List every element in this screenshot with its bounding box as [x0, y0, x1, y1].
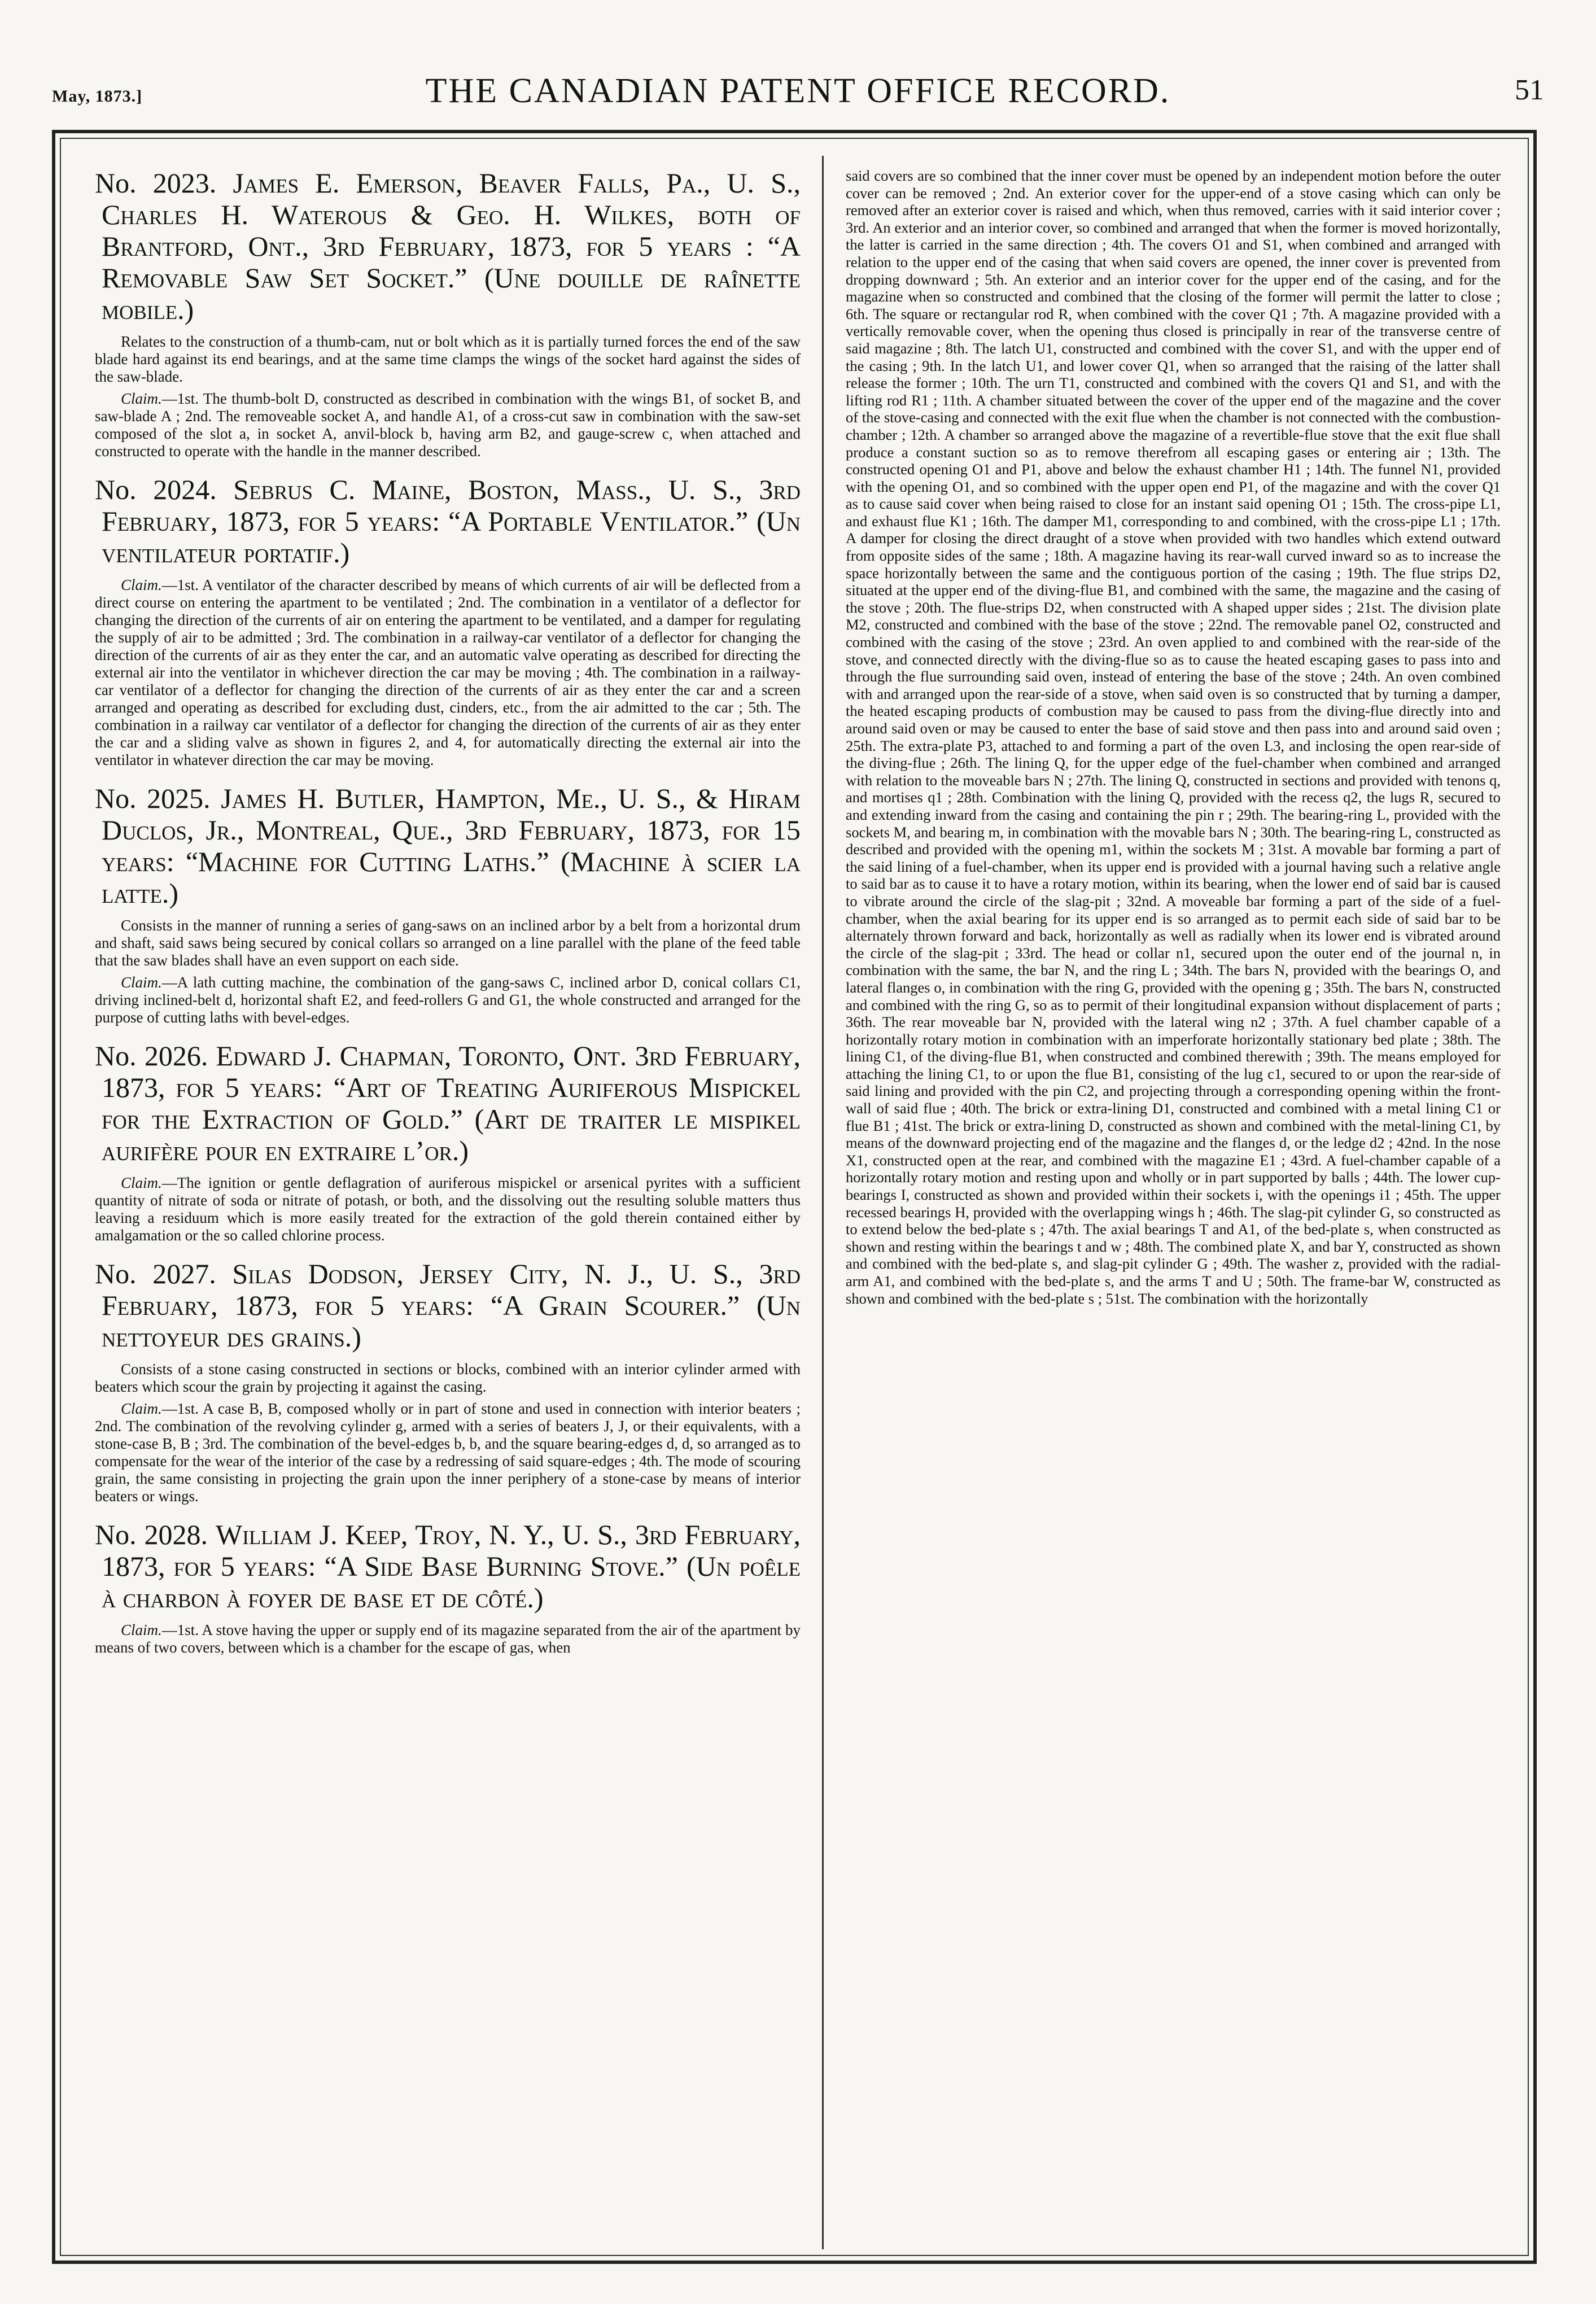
patent-names: Edward J. Chapman, Toronto, Ont. 3rd February, 1873, for 5 years: “Art of Treating Auriferous Mispickel for the Extraction of Gold.” (Art de traiter le mispikel aurifère pour en extraire l’or.) — [102, 1040, 801, 1166]
claim-text: —The ignition or gentle deflagration of auriferous mispickel or arsenical pyrites with a sufficient quantity of nitrate of soda or nitrate of potash, or both, and the dissolving out the resulting soluble matters thus leaving a residuum which is more easily treated for the extraction of the gold therein contained either by amalgamation or the so called chlorine process. — [95, 1174, 801, 1244]
patent-summary: Consists of a stone casing constructed in sections or blocks, combined with an interior cylinder armed with beaters which scour the grain by projecting it against the casing. — [95, 1361, 801, 1395]
patent-names: James E. Emerson, Beaver Falls, Pa., U. S., Charles H. Waterous & Geo. H. Wilkes, both of Brantford, Ont., 3rd February, 1873, for 5 years : “A Removable Saw Set Socket.” (Une douille de raînette mobile.) — [102, 167, 801, 325]
patent-number: No. 2026. — [95, 1040, 208, 1072]
patent-heading — [95, 1519, 801, 1614]
patent-heading — [95, 167, 801, 325]
right-column — [846, 167, 1501, 2244]
patent-claim — [95, 390, 801, 460]
patent-number: No. 2023. — [95, 167, 217, 199]
patent-summary: Relates to the construction of a thumb-cam, nut or bolt which as it is partially turned forces the end of the saw blade hard against its end bearings, and at the same time clamps the wings of the socket hard against the sides of the saw-blade. — [95, 333, 801, 385]
claim-text: —A lath cutting machine, the combination of the gang-saws C, inclined arbor D, conical collars C1, driving inclined-belt d, horizontal shaft E2, and feed-rollers G and G1, the whole constructed and arranged for the purpose of cutting laths with bevel-edges. — [95, 974, 801, 1026]
patent-heading — [95, 1040, 801, 1166]
patent-number: No. 2028. — [95, 1519, 208, 1550]
left-column — [95, 167, 801, 2244]
patent-names: James H. Butler, Hampton, Me., U. S., & Hiram Duclos, Jr., Montreal, Que., 3rd February, 1873, for 15 years: “Machine for Cutting Laths.” (Machine à scier la latte.) — [102, 782, 801, 909]
claim-text: —1st. A ventilator of the character described by means of which currents of air will be deflected from a direct course on entering the apartment to be ventilated ; 2nd. The combination in a ventilator of a deflector for changing the direction of the currents of air on entering the apartment to be ventilated, and a damper for regulating the supply of air to be admitted ; 3rd. The combination in a railway-car ventilator of a deflector for changing the direction of the currents of air as they enter the car, and an automatic valve operating as described for directing the external air into the ventilator in whichever direction the car may be moving ; 4th. The combination in a railway-car ventilator of a deflector for changing the direction of the currents of air as they enter the car and a screen arranged and operating as described for excluding dust, cinders, etc., from the air admitted to the car ; 5th. The combination in a railway car ventilator of a deflector for changing the direction of the currents of air as they enter the car and a sliding valve as shown in figures 2, and 4, for automatically directing the external air into the ventilator in whatever direction the car may be moving. — [95, 576, 801, 768]
column-divider — [822, 156, 824, 2249]
patent-heading — [95, 474, 801, 569]
patent-names: Sebrus C. Maine, Boston, Mass., U. S., 3rd February, 1873, for 5 years: “A Portable Ventilator.” (Un ventilateur portatif.) — [102, 474, 801, 569]
patent-claim — [95, 974, 801, 1026]
patent-names: William J. Keep, Troy, N. Y., U. S., 3rd February, 1873, for 5 years: “A Side Base Burning Stove.” (Un poêle à charbon à foyer de base et de côté.) — [102, 1519, 801, 1614]
patent-heading — [95, 1258, 801, 1353]
patent-entry-2025 — [95, 782, 801, 1026]
claim-label: Claim. — [121, 1621, 162, 1638]
claim-label: Claim. — [121, 1174, 162, 1191]
patent-claim — [95, 1174, 801, 1244]
page-frame — [52, 130, 1537, 2264]
patent-number: No. 2027. — [95, 1258, 216, 1289]
claim-label: Claim. — [121, 974, 162, 991]
patent-claim — [95, 576, 801, 769]
patent-entry-2026 — [95, 1040, 801, 1244]
patent-entry-2027 — [95, 1258, 801, 1505]
patent-number: No. 2025. — [95, 782, 211, 814]
continued-claim-text: said covers are so combined that the inner cover must be opened by an independent motion before the outer cover can be removed ; 2nd. An exterior cover for the upper-end of a stove casing which can only be removed after an exterior cover is raised and which, when thus removed, carries with it said interior cover ; 3rd. An exterior and an interior cover, so combined and arranged that when the former is moved horizontally, the latter is carried in the same direction ; 4th. The covers O1 and S1, when combined and arranged with relation to the upper end of the casing that when said covers are opened, the inner cover is prevented from dropping downward ; 5th. An exterior and an interior cover for the upper end of the casing, and for the magazine when so constructed and combined that the closing of the former will permit the latter to close ; 6th. The square or rectangular rod R, when combined with the cover Q1 ; 7th. A magazine provided with a vertically removable cover, when the opening thus closed is principally in rear of the transverse centre of said magazine ; 8th. The latch U1, constructed and combined with the cover S1, and with the upper end of the casing ; 9th. In the latch U1, and lower cover Q1, when so arranged that the raising of the latter shall release the former ; 10th. The urn T1, constructed and combined with the covers Q1 and S1, and with the lifting rod R1 ; 11th. A chamber situated between the cover of the upper end of the magazine and the cover of the stove-casing and connected with the exit flue when the chamber is not connected with the combustion-chamber ; 12th. A chamber so arranged above the magazine of a revertible-flue stove that the exit flue shall produce a constant suction so as to remove therefrom all escaping gases or entering air ; 13th. The constructed opening O1 and P1, above and below the exhaust chamber H1 ; 14th. The funnel N1, provided with the opening O1, and so combined with the upper open end P1, of the magazine and with the cover Q1 as to cause said cover when being raised to close for an instant said opening O1 ; 15th. The cross-pipe L1, and exhaust flue K1 ; 16th. The damper M1, corresponding to and combined, with the cross-pipe L1 ; 17th. A damper for closing the direct draught of a stove when provided with two handles which extend outward from opposite sides of the same ; 18th. A magazine having its rear-wall curved inward so as to increase the space horizontally between the same and the contiguous portion of the casing ; 19th. The flue strips D2, situated at the upper end of the diving-flue B1, and combined with the same, the magazine and the casing of the stove ; 20th. The flue-strips D2, when constructed with A shaped upper sides ; 21st. The division plate M2, constructed and combined with the base of the stove ; 22nd. The removable panel O2, constructed and combined with the casing of the stove ; 23rd. An oven applied to and combined with the rear-side of the stove, and connected directly with the diving-flue so as to cause the heated escaping gases to pass into and through the flue surrounding said oven, instead of entering the base of the stove ; 24th. An oven combined with and arranged upon the rear-side of a stove, when said oven is so constructed that by turning a damper, the heated escaping products of combustion may be caused to pass from the diving-flue directly into and around said oven or may be caused to enter the base of said stove and then pass into and around said oven ; 25th. The extra-plate P3, attached to and forming a part of the oven L3, and inclosing the open rear-side of the diving-flue ; 26th. The lining Q, for the upper edge of the fuel-chamber when combined and arranged with relation to the moveable bars N ; 27th. The lining Q, constructed in sections and provided with tenons q, and mortises q1 ; 28th. Combination with the lining Q, provided with the recess q2, the lugs R, secured to and extending inward from the casing and containing the pin r ; 29th. The bearing-ring L, provided with the sockets M, and bearing m, in combination with the movable bars N ; 30th. The bearing-ring L, constructed as described and provided with the opening m1, within the sockets M ; 31st. A movable bar forming a part of the said lining of a fuel-chamber, when its upper end is provided with a journal having such a relative angle to said bar as to cause it to have a rotary motion, within its bearing, when the lower end of said bar is caused to vibrate around the circle of the slag-pit ; 32nd. A moveable bar forming a part of the side of a fuel-chamber, when the axial bearing for its upper end is so arranged as to permit each side of said bar to be alternately thrown forward and back, horizontally as well as radially when its lower end is vibrated around the circle of the slag-pit ; 33rd. The head or collar n1, secured upon the outer end of the journal n, in combination with the same, the bar N, and the ring L ; 34th. The bars N, provided with the bearings O, and lateral flanges o, in combination with the ring G, provided with the opening g ; 35th. The bars N, constructed and combined with the ring G, so as to permit of their longitudinal expansion without displacement of parts ; 36th. The rear moveable bar N, provided with the lateral wing n2 ; 37th. A fuel chamber capable of a horizontally rotary motion in combination with an imperforate horizontally stationary bed plate ; 38th. The lining C1, of the diving-flue B1, when constructed and combined therewith ; 39th. The means employed for attaching the lining C1, to or upon the flue B1, consisting of the lug c1, secured to or upon the rear-side of said lining and provided with the pin C2, and projecting through a corresponding opening within the front-wall of said flue ; 40th. The brick or extra-lining D1, constructed and combined with a metal lining C1 or flue B1 ; 41st. The brick or extra-lining D, constructed as shown and combined with the metal-lining C1, by means of the downward projecting end of the magazine and the flanges d, or the ledge d2 ; 42nd. In the nose X1, constructed open at the rear, and combined with the magazine E1 ; 43rd. A fuel-chamber capable of a horizontally rotary motion and resting upon and wholly or in part supported by balls ; 44th. The lower cup-bearings I, constructed as shown and provided within their sockets i, with the openings i1 ; 45th. The upper recessed bearings H, provided with the overlapping wings h ; 46th. The slag-pit cylinder G, so constructed as to extend below the bed-plate s ; 47th. The axial bearings T and A1, of the bed-plate s, when constructed as shown and resting within the bearings t and w ; 48th. The combined plate X, and bar Y, constructed as shown and combined with the bed-plate s, and slag-pit cylinder G ; 49th. The washer z, provided with the radial-arm A1, and combined with the bed-plate s, and the arms T and U ; 50th. The frame-bar W, constructed as shown and combined with the bed-plate s ; 51st. The combination with the horizontally — [846, 167, 1501, 1307]
claim-text: —1st. The thumb-bolt D, constructed as described in combination with the wings B1, of socket B, and saw-blade A ; 2nd. The removeable socket A, and handle A1, of a cross-cut saw in combination with the saw-set composed of the slot a, in socket A, anvil-block b, having arm B2, and gauge-screw c, when attached and constructed to operate with the handle in the manner described. — [95, 390, 801, 460]
patent-names: Silas Dodson, Jersey City, N. J., U. S., 3rd February, 1873, for 5 years: “A Grain Scourer.” (Un nettoyeur des grains.) — [102, 1258, 801, 1353]
publication-title: THE CANADIAN PATENT OFFICE RECORD. — [425, 72, 1171, 110]
claim-label: Claim. — [121, 1400, 162, 1417]
patent-heading — [95, 782, 801, 909]
claim-text: —1st. A stove having the upper or supply end of its magazine separated from the air of the apartment by means of two covers, between which is a chamber for the escape of gas, when — [95, 1621, 801, 1656]
patent-entry-2023 — [95, 167, 801, 460]
patent-claim — [95, 1621, 801, 1656]
issue-date: May, 1873.] — [52, 87, 143, 106]
claim-text: —1st. A case B, B, composed wholly or in part of stone and used in connection with interior beaters ; 2nd. The combination of the revolving cylinder g, armed with a series of beaters J, J, or their equivalents, with a stone-case B, B ; 3rd. The combination of the bevel-edges b, b, and the square bearing-edges d, d, so arranged as to compensate for the wear of the interior of the case by a redressing of said square-edges ; 4th. The mode of scouring grain, the same consisting in projecting the grain upon the inner periphery of a stone-case by means of interior beaters or wings. — [95, 1400, 801, 1505]
patent-entry-2028 — [95, 1519, 801, 1656]
page-number: 51 — [1515, 74, 1544, 106]
page-header — [52, 63, 1544, 114]
claim-label: Claim. — [121, 390, 162, 407]
patent-number: No. 2024. — [95, 474, 217, 505]
claim-label: Claim. — [121, 576, 162, 593]
patent-entry-2024 — [95, 474, 801, 769]
patent-claim — [95, 1400, 801, 1505]
patent-summary: Consists in the manner of running a series of gang-saws on an inclined arbor by a belt from a horizontal drum and shaft, said saws being secured by conical collars so arranged on a line parallel with the plane of the feed table that the saw blades shall have an even support on each side. — [95, 917, 801, 969]
